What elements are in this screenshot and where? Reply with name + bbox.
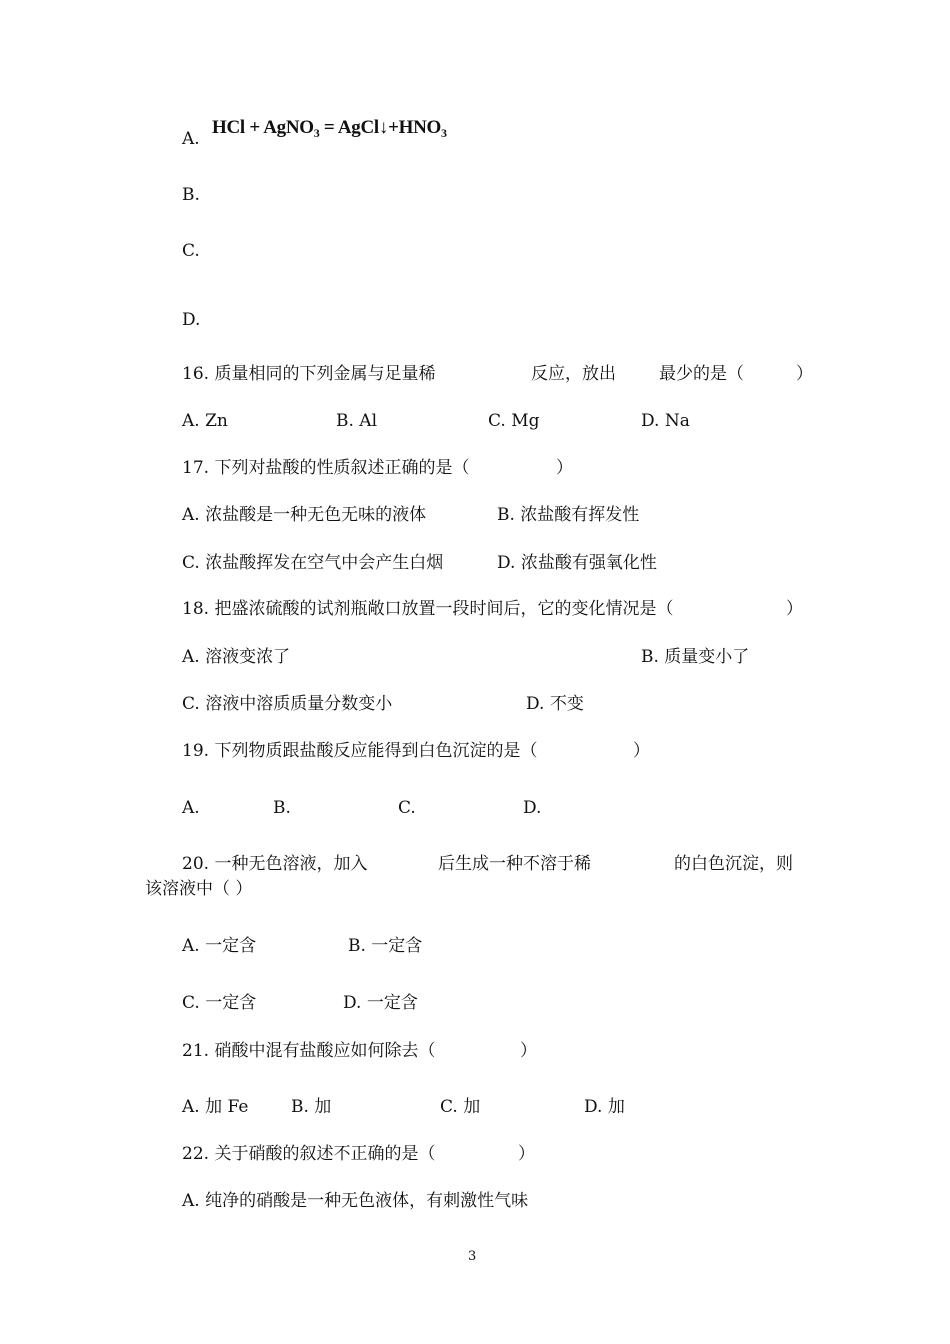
- q18-option: A. 溶液变浓了: [182, 647, 291, 667]
- eq-part: +HNO: [388, 117, 441, 138]
- q21-stem: 21. 硝酸中混有盐酸应如何除去（: [182, 1041, 436, 1061]
- q16-stem-part3: 最少的是（: [659, 364, 744, 384]
- q21-option: A. 加 Fe: [182, 1097, 249, 1117]
- q15-option-a-label: A.: [182, 129, 200, 149]
- q16-option: C. Mg: [488, 411, 540, 431]
- q20-option: D. 一定含: [343, 993, 418, 1013]
- q16-stem-part1: 16. 质量相同的下列金属与足量稀: [182, 364, 436, 384]
- q22-stem: 22. 关于硝酸的叙述不正确的是（: [182, 1144, 436, 1164]
- q21-option: C. 加: [440, 1097, 481, 1117]
- q20-option: A. 一定含: [182, 936, 257, 956]
- q21-stem-close: ）: [520, 1041, 537, 1061]
- eq-subscript: 3: [441, 126, 447, 140]
- q20-option: C. 一定含: [182, 993, 257, 1013]
- q21-option: D. 加: [584, 1097, 625, 1117]
- q20-stem-part1: 20. 一种无色溶液，加入: [182, 854, 368, 874]
- q18-option: B. 质量变小了: [641, 647, 750, 667]
- q20-stem-part2: 后生成一种不溶于稀: [438, 854, 591, 874]
- q19-stem: 19. 下列物质跟盐酸反应能得到白色沉淀的是（: [182, 741, 538, 761]
- page-number: 3: [468, 1249, 477, 1264]
- q22-stem-close: ）: [518, 1144, 535, 1164]
- q15-option-d-label: D.: [182, 310, 201, 330]
- q19-stem-close: ）: [633, 741, 650, 761]
- q18-stem: 18. 把盛浓硫酸的试剂瓶敞口放置一段时间后，它的变化情况是（: [182, 599, 674, 619]
- q17-option: A. 浓盐酸是一种无色无味的液体: [182, 505, 427, 525]
- q19-option: B.: [273, 798, 291, 818]
- q17-option: D. 浓盐酸有强氧化性: [497, 553, 657, 573]
- q16-stem-part2: 反应，放出: [531, 364, 616, 384]
- eq-part: = AgCl: [319, 117, 379, 138]
- q16-stem-close: ）: [796, 364, 813, 384]
- down-arrow-icon: ↓: [378, 117, 389, 138]
- q19-option: A.: [182, 798, 200, 818]
- q18-option: C. 溶液中溶质质量分数变小: [182, 694, 393, 714]
- q21-option: B. 加: [291, 1097, 332, 1117]
- q16-option: D. Na: [641, 411, 690, 431]
- q20-stem-part4: 该溶液中（ ）: [145, 879, 253, 899]
- eq-subscript: 3: [313, 126, 320, 140]
- q19-option: D.: [523, 798, 542, 818]
- q17-stem-close: ）: [556, 458, 573, 478]
- q17-option: B. 浓盐酸有挥发性: [497, 505, 640, 525]
- q15-option-a-equation: [212, 117, 447, 141]
- q18-option: D. 不变: [526, 694, 584, 714]
- q18-stem-close: ）: [786, 599, 803, 619]
- eq-part: HCl + AgNO: [212, 117, 314, 138]
- q22-option: A. 纯净的硝酸是一种无色液体，有刺激性气味: [182, 1191, 529, 1211]
- q20-option: B. 一定含: [348, 936, 423, 956]
- q20-stem-part3: 的白色沉淀，则: [674, 854, 793, 874]
- q19-option: C.: [398, 798, 416, 818]
- q17-option: C. 浓盐酸挥发在空气中会产生白烟: [182, 553, 444, 573]
- q16-option: A. Zn: [182, 411, 228, 431]
- q16-option: B. Al: [336, 411, 378, 431]
- q15-option-b-label: B.: [182, 185, 200, 205]
- q15-option-c-label: C.: [182, 241, 200, 261]
- q17-stem: 17. 下列对盐酸的性质叙述正确的是（: [182, 458, 470, 478]
